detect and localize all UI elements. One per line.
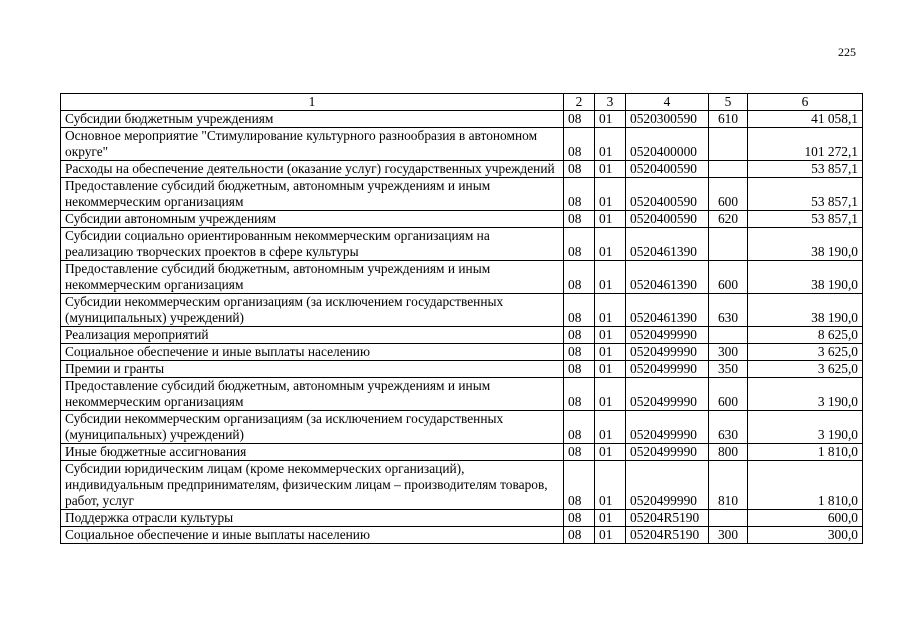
target-article-cell: 0520499990 — [626, 378, 709, 411]
budget-table — [60, 93, 863, 544]
row-name-cell: Субсидии автономным учреждениям — [61, 211, 564, 228]
table-row — [61, 111, 863, 128]
subsection-cell: 01 — [595, 327, 626, 344]
amount-cell: 38 190,0 — [748, 228, 863, 261]
row-name-cell: Расходы на обеспечение деятельности (оказание услуг) государственных учреждений — [61, 161, 564, 178]
section-cell: 08 — [564, 361, 595, 378]
amount-cell: 101 272,1 — [748, 128, 863, 161]
table-row — [61, 327, 863, 344]
target-article-cell: 05204R5190 — [626, 527, 709, 544]
table-row — [61, 378, 863, 411]
row-name-cell: Субсидии юридическим лицам (кроме некоммерческих организаций), индивидуальным предпринимателям, физическим лицам – производителям товаров, работ, услуг — [61, 461, 564, 510]
section-cell: 08 — [564, 178, 595, 211]
amount-cell: 38 190,0 — [748, 294, 863, 327]
expense-type-cell — [709, 161, 748, 178]
row-name-cell: Иные бюджетные ассигнования — [61, 444, 564, 461]
expense-type-cell — [709, 327, 748, 344]
target-article-cell: 0520461390 — [626, 228, 709, 261]
target-article-cell: 0520461390 — [626, 294, 709, 327]
section-cell: 08 — [564, 510, 595, 527]
page-number: 225 — [838, 45, 856, 59]
amount-cell: 3 190,0 — [748, 411, 863, 444]
header-cell: 1 — [61, 94, 564, 111]
row-name-cell: Предоставление субсидий бюджетным, автономным учреждениям и иным некоммерческим организациям — [61, 378, 564, 411]
subsection-cell: 01 — [595, 411, 626, 444]
subsection-cell: 01 — [595, 510, 626, 527]
subsection-cell: 01 — [595, 161, 626, 178]
subsection-cell: 01 — [595, 211, 626, 228]
row-name-cell: Социальное обеспечение и иные выплаты населению — [61, 344, 564, 361]
expense-type-cell — [709, 510, 748, 527]
section-cell: 08 — [564, 228, 595, 261]
amount-cell: 53 857,1 — [748, 178, 863, 211]
table-row — [61, 294, 863, 327]
table-row — [61, 527, 863, 544]
row-name-cell: Основное мероприятие "Стимулирование культурного разнообразия в автономном округе" — [61, 128, 564, 161]
amount-cell: 3 190,0 — [748, 378, 863, 411]
target-article-cell: 0520499990 — [626, 461, 709, 510]
target-article-cell: 0520499990 — [626, 444, 709, 461]
section-cell: 08 — [564, 128, 595, 161]
target-article-cell: 0520400590 — [626, 211, 709, 228]
target-article-cell: 0520400590 — [626, 161, 709, 178]
subsection-cell: 01 — [595, 444, 626, 461]
amount-cell: 8 625,0 — [748, 327, 863, 344]
expense-type-cell: 600 — [709, 178, 748, 211]
table-row — [61, 361, 863, 378]
subsection-cell: 01 — [595, 527, 626, 544]
expense-type-cell: 630 — [709, 294, 748, 327]
amount-cell: 41 058,1 — [748, 111, 863, 128]
subsection-cell: 01 — [595, 128, 626, 161]
section-cell: 08 — [564, 444, 595, 461]
amount-cell: 1 810,0 — [748, 461, 863, 510]
section-cell: 08 — [564, 261, 595, 294]
target-article-cell: 0520400590 — [626, 178, 709, 211]
expense-type-cell — [709, 128, 748, 161]
expense-type-cell: 300 — [709, 344, 748, 361]
table-row — [61, 161, 863, 178]
row-name-cell: Социальное обеспечение и иные выплаты населению — [61, 527, 564, 544]
section-cell: 08 — [564, 111, 595, 128]
section-cell: 08 — [564, 161, 595, 178]
expense-type-cell: 620 — [709, 211, 748, 228]
table-row — [61, 461, 863, 510]
amount-cell: 38 190,0 — [748, 261, 863, 294]
table-row — [61, 128, 863, 161]
row-name-cell: Предоставление субсидий бюджетным, автономным учреждениям и иным некоммерческим организациям — [61, 261, 564, 294]
subsection-cell: 01 — [595, 111, 626, 128]
section-cell: 08 — [564, 211, 595, 228]
subsection-cell: 01 — [595, 261, 626, 294]
table-row — [61, 411, 863, 444]
table-row — [61, 510, 863, 527]
header-cell: 2 — [564, 94, 595, 111]
expense-type-cell: 600 — [709, 261, 748, 294]
row-name-cell: Предоставление субсидий бюджетным, автономным учреждениям и иным некоммерческим организациям — [61, 178, 564, 211]
amount-cell: 3 625,0 — [748, 344, 863, 361]
expense-type-cell: 610 — [709, 111, 748, 128]
target-article-cell: 0520300590 — [626, 111, 709, 128]
row-name-cell: Субсидии социально ориентированным некоммерческим организациям на реализацию творческих проектов в сфере культуры — [61, 228, 564, 261]
expense-type-cell: 300 — [709, 527, 748, 544]
table-row — [61, 211, 863, 228]
section-cell: 08 — [564, 294, 595, 327]
target-article-cell: 05204R5190 — [626, 510, 709, 527]
row-name-cell: Премии и гранты — [61, 361, 564, 378]
header-cell: 5 — [709, 94, 748, 111]
expense-type-cell — [709, 228, 748, 261]
target-article-cell: 0520499990 — [626, 361, 709, 378]
expense-type-cell: 800 — [709, 444, 748, 461]
section-cell: 08 — [564, 344, 595, 361]
table-row — [61, 344, 863, 361]
amount-cell: 53 857,1 — [748, 211, 863, 228]
table-row — [61, 178, 863, 211]
subsection-cell: 01 — [595, 461, 626, 510]
table-row — [61, 228, 863, 261]
section-cell: 08 — [564, 411, 595, 444]
subsection-cell: 01 — [595, 294, 626, 327]
section-cell: 08 — [564, 527, 595, 544]
target-article-cell: 0520400000 — [626, 128, 709, 161]
subsection-cell: 01 — [595, 361, 626, 378]
section-cell: 08 — [564, 461, 595, 510]
target-article-cell: 0520499990 — [626, 411, 709, 444]
header-cell: 6 — [748, 94, 863, 111]
row-name-cell: Поддержка отрасли культуры — [61, 510, 564, 527]
expense-type-cell: 630 — [709, 411, 748, 444]
subsection-cell: 01 — [595, 178, 626, 211]
table-row — [61, 261, 863, 294]
amount-cell: 600,0 — [748, 510, 863, 527]
expense-type-cell: 350 — [709, 361, 748, 378]
amount-cell: 53 857,1 — [748, 161, 863, 178]
amount-cell: 1 810,0 — [748, 444, 863, 461]
table-header-row — [61, 94, 863, 111]
target-article-cell: 0520499990 — [626, 344, 709, 361]
table-row — [61, 444, 863, 461]
expense-type-cell: 810 — [709, 461, 748, 510]
expense-type-cell: 600 — [709, 378, 748, 411]
row-name-cell: Реализация мероприятий — [61, 327, 564, 344]
row-name-cell: Субсидии некоммерческим организациям (за исключением государственных (муниципальных) учреждений) — [61, 294, 564, 327]
target-article-cell: 0520499990 — [626, 327, 709, 344]
target-article-cell: 0520461390 — [626, 261, 709, 294]
amount-cell: 300,0 — [748, 527, 863, 544]
section-cell: 08 — [564, 327, 595, 344]
amount-cell: 3 625,0 — [748, 361, 863, 378]
subsection-cell: 01 — [595, 378, 626, 411]
section-cell: 08 — [564, 378, 595, 411]
header-cell: 3 — [595, 94, 626, 111]
subsection-cell: 01 — [595, 344, 626, 361]
row-name-cell: Субсидии некоммерческим организациям (за исключением государственных (муниципальных) учреждений) — [61, 411, 564, 444]
header-cell: 4 — [626, 94, 709, 111]
row-name-cell: Субсидии бюджетным учреждениям — [61, 111, 564, 128]
subsection-cell: 01 — [595, 228, 626, 261]
